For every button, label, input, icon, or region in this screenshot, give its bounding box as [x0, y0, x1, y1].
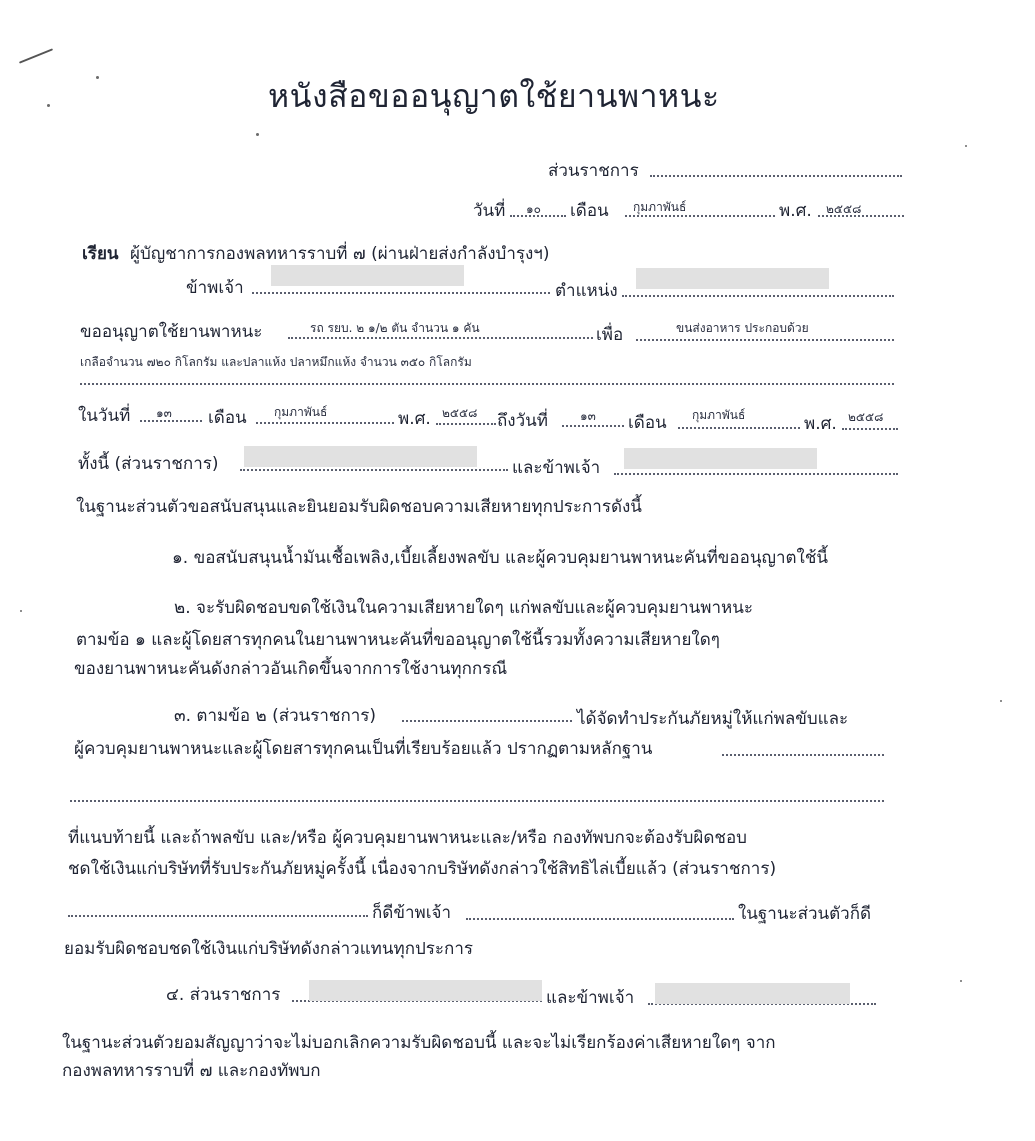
evidence-field-2[interactable]: [70, 800, 884, 802]
redacted-person-2: [655, 983, 850, 1004]
agency-field[interactable]: [650, 175, 902, 177]
to-year-label: พ.ศ.: [804, 414, 837, 434]
to-year-field[interactable]: [842, 428, 898, 430]
vehicle-value: รถ รยบ. ๒ ๑/๒ ตัน จำนวน ๑ คัน: [310, 321, 480, 335]
scan-mark: [19, 48, 53, 63]
purpose-label: เพื่อ: [596, 325, 624, 345]
clause-1: ๑. ขอสนับสนุนน้ำมันเชื้อเพลิง,เบี้ยเลี้ยงพลขับ และผู้ควบคุมยานพาหนะคันที่ขออนุญาตใช้นี้: [172, 548, 829, 568]
scan-speck: [47, 104, 50, 107]
scan-speck: [960, 980, 962, 982]
redacted-name: [271, 265, 464, 286]
to-month-value: กุมภาพันธ์: [692, 408, 746, 422]
agency-label: ส่วนราชการ: [548, 161, 639, 181]
clause-4-line-3: กองพลทหารราบที่ ๗ และกองทัพบก: [62, 1061, 321, 1081]
year-label: พ.ศ.: [779, 201, 812, 221]
redacted-position: [636, 268, 829, 289]
from-month-label: เดือน: [208, 408, 247, 428]
document-title: หนังสือขออนุญาตใช้ยานพาหนะ: [268, 77, 720, 115]
redacted-agency-2: [309, 980, 542, 1001]
applicant-name-field[interactable]: [252, 292, 550, 294]
clause-2-line-1: ๒. จะรับผิดชอบขดใช้เงินในความเสียหายใดๆ แก่พลขับและผู้ควบคุมยานพาหนะ: [174, 598, 754, 618]
from-month-value: กุมภาพันธ์: [274, 405, 328, 419]
to-text: ผู้บัญชาการกองพลทหารราบที่ ๗ (ผ่านฝ่ายส่งกำลังบำรุงฯ): [130, 244, 550, 264]
date-label: วันที่: [473, 201, 506, 221]
from-day-value: ๑๓: [156, 406, 172, 420]
from-month-field[interactable]: [256, 422, 394, 424]
applicant-label: ข้าพเจ้า: [186, 278, 244, 298]
clause-3-line-2: ผู้ควบคุมยานพาหนะและผู้โดยสารทุกคนเป็นที่เรียบร้อยแล้ว ปรากฏตามหลักฐาน: [74, 739, 653, 759]
to-month-field[interactable]: [678, 427, 800, 429]
to-day-field[interactable]: [562, 425, 624, 427]
month-label: เดือน: [570, 201, 609, 221]
vehicle-field[interactable]: [288, 337, 593, 339]
clause-3-line-4: ที่แนบท้ายนี้ และถ้าพลขับ และ/หรือ ผู้ควบคุมยานพาหนะและ/หรือ กองทัพบกจะต้องรับผิดชอบ: [68, 828, 747, 848]
clause-3-person-field[interactable]: [466, 918, 734, 920]
to-day-value: ๑๓: [580, 409, 596, 423]
position-label: ตำแหน่ง: [555, 281, 618, 301]
clause-3-agency-field-2[interactable]: [68, 915, 368, 917]
from-year-field[interactable]: [436, 423, 496, 425]
date-year-value: ๒๕๕๘: [826, 202, 862, 216]
parties-person-field[interactable]: [614, 473, 898, 475]
redacted-person: [624, 448, 817, 469]
purpose-value: ขนส่งอาหาร ประกอบด้วย: [676, 321, 809, 335]
request-label: ขออนุญาตใช้ยานพาหนะ: [80, 322, 263, 342]
from-date-label: ในวันที่: [78, 406, 131, 426]
redacted-agency: [244, 446, 477, 467]
scan-speck: [20, 610, 22, 612]
clause-3-line-1a: ๓. ตามข้อ ๒ (ส่วนราชการ): [174, 706, 377, 726]
scan-speck: [96, 76, 99, 79]
clause-3-agency-field[interactable]: [402, 720, 572, 722]
from-year-value: ๒๕๕๘: [442, 406, 478, 420]
scan-speck: [1000, 700, 1002, 702]
position-field[interactable]: [622, 295, 894, 297]
scan-speck: [965, 145, 967, 147]
request-details-field[interactable]: [80, 383, 894, 385]
clause-2-line-3: ของยานพาหนะคันดังกล่าวอันเกิดขึ้นจากการใช้งานทุกกรณี: [74, 659, 508, 679]
to-year-value: ๒๕๕๘: [848, 410, 884, 424]
clause-3-line-1b: ได้จัดทำประกันภัยหมู่ให้แก่พลขับและ: [577, 709, 849, 729]
clause-3-line-7: ยอมรับผิดชอบชดใช้เงินแก่บริษัทดังกล่าวแทนทุกประการ: [64, 939, 474, 959]
date-month-field[interactable]: [625, 215, 775, 217]
to-month-label: เดือน: [628, 413, 667, 433]
clause-4-line-1b: และข้าพเจ้า: [546, 988, 635, 1008]
date-day-value: ๑๐: [526, 202, 541, 216]
evidence-field[interactable]: [722, 754, 884, 756]
to-date-label: ถึงวันที่: [497, 411, 548, 431]
date-month-value: กุมภาพันธ์: [633, 200, 687, 214]
clause-3-line-5: ชดใช้เงินแก่บริษัทที่รับประกันภัยหมู่ครั้งนี้ เนื่องจากบริษัทดังกล่าวใช้สิทธิไล่เบี้ยแล้ว (ส่วนราชการ): [68, 859, 777, 879]
scan-speck: [256, 133, 259, 136]
request-details-value: เกลือจำนวน ๗๒๐ กิโลกรัม และปลาแห้ง ปลาหมึกแห้ง จำนวน ๓๕๐ กิโลกรัม: [80, 355, 472, 369]
parties-label: ทั้งนี้ (ส่วนราชการ): [78, 454, 219, 474]
parties-and-label: และข้าพเจ้า: [512, 458, 601, 478]
clause-4-line-2: ในฐานะส่วนตัวยอมสัญญาว่าจะไม่บอกเลิกความรับผิดชอบนี้ และจะไม่เรียกร้องค่าเสียหายใดๆ จาก: [62, 1033, 776, 1053]
clause-3-line-6a: ก็ดีข้าพเจ้า: [372, 903, 452, 923]
parties-agency-field[interactable]: [240, 469, 508, 471]
to-label: เรียน: [82, 244, 119, 264]
clause-3-line-6b: ในฐานะส่วนตัวก็ดี: [738, 904, 872, 924]
from-year-label: พ.ศ.: [398, 409, 431, 429]
purpose-field[interactable]: [636, 339, 894, 341]
clause-2-line-2: ตามข้อ ๑ และผู้โดยสารทุกคนในยานพาหนะคันที่ขออนุญาตใช้นี้รวมทั้งความเสียหายใดๆ: [76, 630, 720, 650]
clause-4-line-1a: ๔. ส่วนราชการ: [166, 985, 281, 1005]
statement-text: ในฐานะส่วนตัวขอสนับสนุนและยินยอมรับผิดชอบความเสียหายทุกประการดังนี้: [76, 497, 642, 517]
